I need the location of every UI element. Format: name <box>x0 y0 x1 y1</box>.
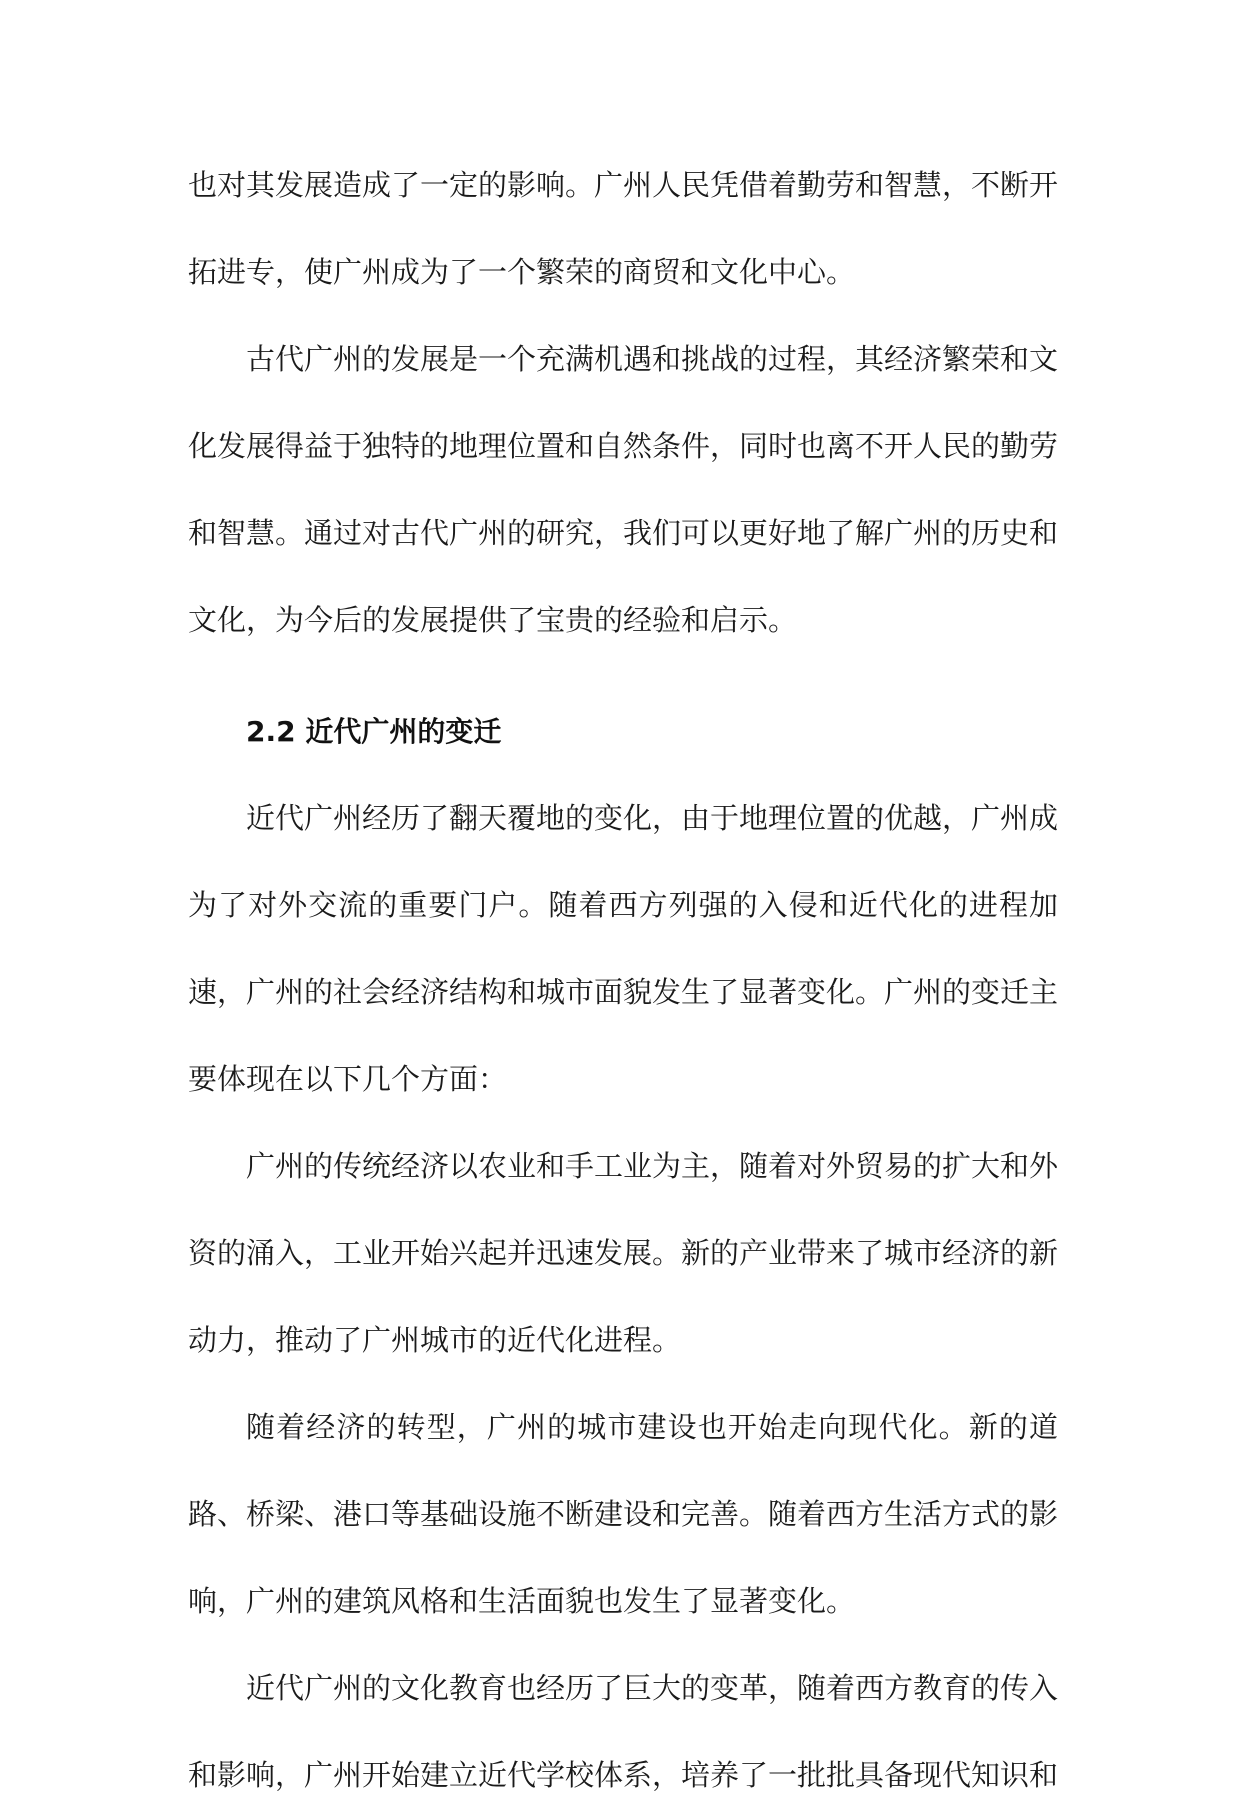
document-body <box>188 142 1058 1819</box>
paragraph-1: 也对其发展造成了一定的影响。广州人民凭借着勤劳和智慧，不断开拓进专，使广州成为了一个繁荣的商贸和文化中心。 <box>188 168 1059 289</box>
paragraph-4: 广州的传统经济以农业和手工业为主，随着对外贸易的扩大和外资的涌入，工业开始兴起并迅速发展。新的产业带来了城市经济的新动力，推动了广州城市的近代化进程。 <box>188 1149 1059 1357</box>
paragraph-6: 近代广州的文化教育也经历了巨大的变革，随着西方教育的传入和影响，广州开始建立近代学校体系，培养了一批批具备现代知识和 <box>188 1671 1059 1792</box>
section-heading: 2.2 近代广州的变迁 <box>246 715 502 748</box>
paragraph-2: 古代广州的发展是一个充满机遇和挑战的过程，其经济繁荣和文化发展得益于独特的地理位置和自然条件，同时也离不开人民的勤劳和智慧。通过对古代广州的研究，我们可以更好地了解广州的历史和文化，为今后的发展提供了宝贵的经验和启示。 <box>188 342 1059 637</box>
paragraph-3: 近代广州经历了翻天覆地的变化，由于地理位置的优越，广州成为了对外交流的重要门户。随着西方列强的入侵和近代化的进程加速，广州的社会经济结构和城市面貌发生了显著变化。广州的变迁主要体现在以下几个方面： <box>188 801 1059 1096</box>
paragraph-5: 随着经济的转型，广州的城市建设也开始走向现代化。新的道路、桥梁、港口等基础设施不断建设和完善。随着西方生活方式的影响，广州的建筑风格和生活面貌也发生了显著变化。 <box>188 1410 1059 1618</box>
